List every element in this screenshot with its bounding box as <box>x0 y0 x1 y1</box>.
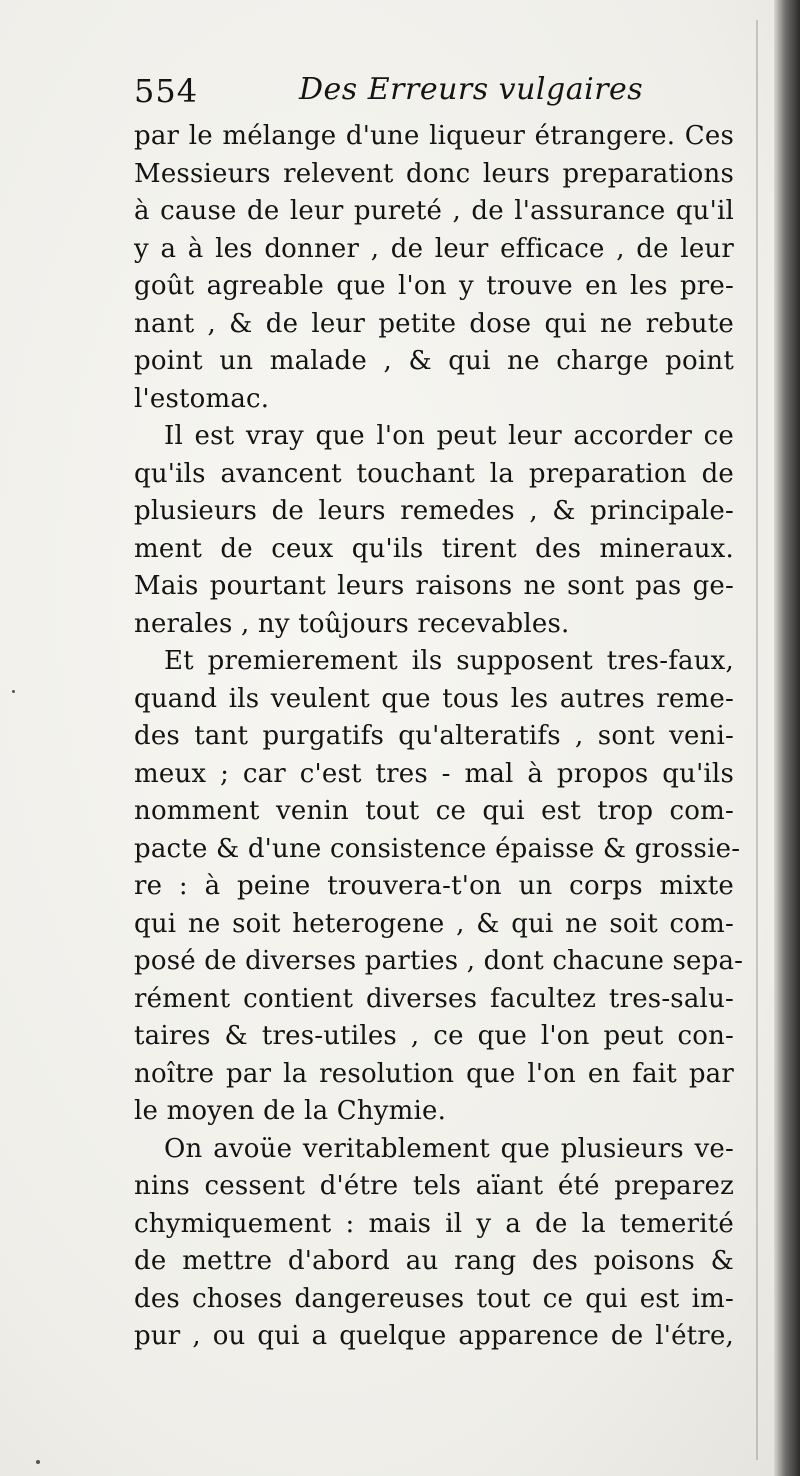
text-line: qu'ils avancent touchant la preparation de <box>134 458 734 489</box>
page-number: 554 <box>134 72 199 110</box>
text-line: ment de ceux qu'ils tirent des mineraux. <box>134 533 734 564</box>
text-line: l'estomac. <box>134 383 270 414</box>
text-line: le moyen de la Chymie. <box>134 1096 447 1126</box>
paper-speck <box>36 1460 40 1464</box>
text-line: rément contient diverses facultez tres-salu- <box>134 983 734 1014</box>
text-line: qui ne soit heterogene , & qui ne soit com- <box>134 908 734 939</box>
text-line: noître par la resolution que l'on en fait par <box>134 1058 734 1089</box>
text-line: nomment venin tout ce qui est trop com- <box>134 796 734 826</box>
body-text <box>134 118 744 1356</box>
text-line: plusieurs de leurs remedes , & principale- <box>134 496 734 526</box>
text-line: posé de diverses parties , dont chacune sepa- <box>134 946 744 976</box>
text-line: quand ils veulent que tous les autres reme- <box>134 683 734 714</box>
page-header <box>134 72 734 122</box>
paragraph-start-line: On avoüe veritablement que plusieurs ve- <box>164 1133 734 1164</box>
page-gutter-shadow <box>774 0 800 1476</box>
text-line: y a à les donner , de leur efficace , de leur <box>134 233 734 264</box>
text-line: point un malade , & qui ne charge point <box>134 346 734 376</box>
text-line: par le mélange d'une liqueur étrangere. Ces <box>134 121 734 151</box>
text-line: pacte & d'une consistence épaisse & grossie- <box>134 833 741 864</box>
text-line: à cause de leur pureté , de l'assurance qu'il <box>134 196 734 226</box>
text-line: chymiquement : mais il y a de la temerité <box>134 1208 734 1239</box>
text-line: Messieurs relevent donc leurs preparations <box>134 158 734 189</box>
text-line: nerales , ny toûjours recevables. <box>134 608 570 639</box>
text-line: goût agreable que l'on y trouve en les pre- <box>134 271 734 301</box>
text-line: Mais pourtant leurs raisons ne sont pas ge- <box>134 571 734 601</box>
text-line: nant , & de leur petite dose qui ne rebute <box>134 308 734 339</box>
text-line: des choses dangereuses tout ce qui est im- <box>134 1283 734 1314</box>
paragraph-start-line: Il est vray que l'on peut leur accorder ce <box>164 421 734 451</box>
text-line: re : à peine trouvera-t'on un corps mixte <box>134 871 734 901</box>
text-line: pur , ou qui a quelque apparence de l'étre, <box>134 1321 734 1351</box>
text-line: meux ; car c'est tres - mal à propos qu'ils <box>134 758 734 789</box>
text-line: de mettre d'abord au rang des poisons & <box>134 1246 734 1276</box>
paragraph-start-line: Et premierement ils supposent tres-faux, <box>164 646 734 676</box>
running-title: Des Erreurs vulgaires <box>299 72 644 107</box>
text-line: nins cessent d'étre tels aïant été preparez <box>134 1171 734 1201</box>
text-line: taires & tres-utiles , ce que l'on peut con- <box>134 1021 734 1051</box>
fold-line <box>756 20 758 1460</box>
paper-speck <box>12 690 15 693</box>
text-line: des tant purgatifs qu'alteratifs , sont veni- <box>134 721 734 751</box>
